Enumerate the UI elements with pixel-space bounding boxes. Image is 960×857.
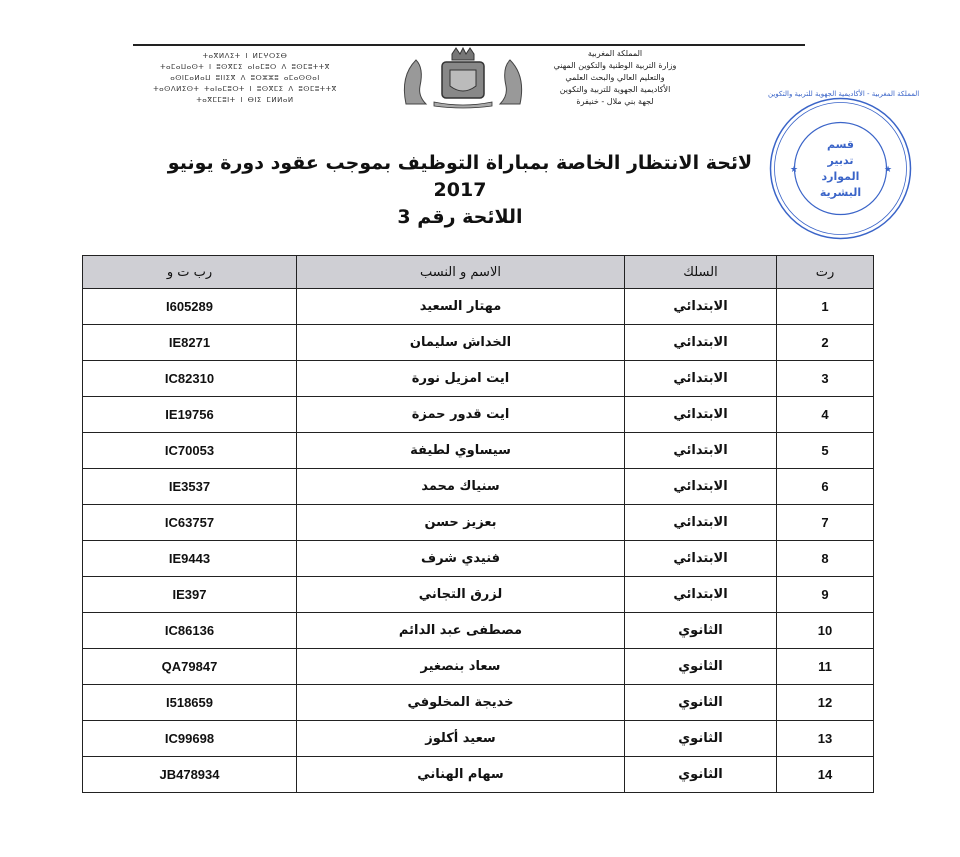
- letterhead-right-line: المملكة المغربية: [587, 49, 643, 58]
- coat-of-arms-icon: [398, 46, 528, 108]
- table-row: [83, 613, 874, 649]
- cell-code: I605289: [83, 289, 297, 325]
- title-line-1: لائحة الانتظار الخاصة بمباراة التوظيف بموجب عقود دورة يونيو 2017: [167, 152, 753, 201]
- document-title: [150, 150, 770, 231]
- cell-number: 4: [777, 397, 874, 433]
- cell-name: سعيد أكلوز: [297, 721, 625, 757]
- letterhead-left-line: ⵜⴰⴳⵍⴷⵉⵜ ⵏ ⵍⵎⵖⵔⵉⴱ: [202, 52, 288, 60]
- letterhead-right-line: لجهة بني ملال - خنيفرة: [576, 97, 654, 106]
- table-row: [83, 577, 874, 613]
- cell-name: سعاد بنصغير: [297, 649, 625, 685]
- stamp-star-icon: ★: [790, 165, 799, 175]
- table-row: [83, 721, 874, 757]
- waiting-list-table: [82, 255, 874, 793]
- cell-number: 5: [777, 433, 874, 469]
- cell-cadre: الثانوي: [625, 685, 777, 721]
- cell-code: IC86136: [83, 613, 297, 649]
- cell-cadre: الثانوي: [625, 613, 777, 649]
- letterhead-left-line: ⵜⴰⵎⴰⵡⴰⵙⵜ ⵏ ⵓⵙⴳⵎⵉ ⴰⵏⴰⵎⵓⵔ ⴷ ⵓⵙⵎⵓⵜⵜⴳ: [160, 63, 330, 71]
- stamp-center-line: قسم: [826, 138, 855, 151]
- cell-code: IE9443: [83, 541, 297, 577]
- letterhead-right-line: وزارة التربية الوطنية والتكوين المهني: [553, 61, 677, 70]
- letterhead-right-line: والتعليم العالي والبحث العلمي: [565, 73, 665, 82]
- cell-number: 12: [777, 685, 874, 721]
- letterhead-left-line: ⵜⴰⵙⴷⵍⵉⵙⵜ ⵜⴰⵏⴰⵎⵓⵔⵜ ⵏ ⵓⵙⴳⵎⵉ ⴷ ⵓⵙⵎⵓⵜⵜⴳ: [153, 85, 337, 93]
- cell-number: 13: [777, 721, 874, 757]
- stamp-center-line: الموارد: [821, 170, 860, 183]
- cell-cadre: الابتدائي: [625, 505, 777, 541]
- cell-cadre: الثانوي: [625, 721, 777, 757]
- cell-name: سيساوي لطيفة: [297, 433, 625, 469]
- cell-cadre: الثانوي: [625, 757, 777, 793]
- cell-name: لزرق التجاني: [297, 577, 625, 613]
- cell-cadre: الابتدائي: [625, 325, 777, 361]
- letterhead-left-line: ⵜⴰⴳⵎⵎⵓⵏⵜ ⵏ ⴱⵏⵉ ⵎⵍⵍⴰⵍ: [196, 96, 294, 104]
- cell-number: 2: [777, 325, 874, 361]
- table-row: [83, 469, 874, 505]
- cell-name: مهتار السعيد: [297, 289, 625, 325]
- table-row: [83, 325, 874, 361]
- cell-number: 8: [777, 541, 874, 577]
- cell-name: بعزيز حسن: [297, 505, 625, 541]
- stamp-center-line: تدبير: [827, 154, 854, 167]
- cell-cadre: الابتدائي: [625, 433, 777, 469]
- table-row: [83, 541, 874, 577]
- cell-code: JB478934: [83, 757, 297, 793]
- stamp-center-line: البشرية: [819, 186, 862, 199]
- cell-name: ايت قدور حمزة: [297, 397, 625, 433]
- header-full-name: الاسم و النسب: [297, 256, 625, 289]
- stamp-outer-text: المملكة المغربية - الأكاديمية الجهوية للتربية والتكوين: [768, 90, 920, 98]
- cell-code: IC82310: [83, 361, 297, 397]
- table-row: [83, 397, 874, 433]
- official-stamp: [768, 90, 920, 241]
- cell-code: IC99698: [83, 721, 297, 757]
- table-row: [83, 757, 874, 793]
- cell-cadre: الثانوي: [625, 649, 777, 685]
- cell-name: ايت امزيل نورة: [297, 361, 625, 397]
- cell-name: مصطفى عبد الدائم: [297, 613, 625, 649]
- cell-code: IE3537: [83, 469, 297, 505]
- cell-code: IE8271: [83, 325, 297, 361]
- cell-code: IE397: [83, 577, 297, 613]
- letterhead-arabic-block: [540, 48, 690, 108]
- cell-cadre: الابتدائي: [625, 469, 777, 505]
- table-row: [83, 289, 874, 325]
- cell-code: IC70053: [83, 433, 297, 469]
- cell-code: QA79847: [83, 649, 297, 685]
- table-header-row: [83, 256, 874, 289]
- cell-name: سنياك محمد: [297, 469, 625, 505]
- cell-number: 6: [777, 469, 874, 505]
- cell-name: خديجة المخلوفي: [297, 685, 625, 721]
- cell-cadre: الابتدائي: [625, 577, 777, 613]
- letterhead-tifinagh-block: [140, 51, 350, 106]
- cell-number: 3: [777, 361, 874, 397]
- cell-number: 7: [777, 505, 874, 541]
- cell-number: 14: [777, 757, 874, 793]
- cell-name: الخداش سليمان: [297, 325, 625, 361]
- table-row: [83, 649, 874, 685]
- table-row: [83, 361, 874, 397]
- letterhead-right-line: الأكاديمية الجهوية للتربية والتكوين: [559, 85, 671, 94]
- title-line-2: اللائحة رقم 3: [397, 206, 523, 228]
- cell-cadre: الابتدائي: [625, 541, 777, 577]
- cell-code: IC63757: [83, 505, 297, 541]
- cell-name: سهام الهناني: [297, 757, 625, 793]
- cell-number: 1: [777, 289, 874, 325]
- cell-cadre: الابتدائي: [625, 289, 777, 325]
- cell-number: 11: [777, 649, 874, 685]
- cell-name: فنيدي شرف: [297, 541, 625, 577]
- letterhead-left-line: ⴰⵙⵏⵎⴰⵍⴰⵡ ⵓⵏⵏⵉⴳ ⴷ ⵓⵔⵣⵣⵓ ⴰⵎⴰⵙⵙⴰⵏ: [170, 74, 320, 82]
- cell-code: IE19756: [83, 397, 297, 433]
- cell-cadre: الابتدائي: [625, 397, 777, 433]
- header-number: رت: [777, 256, 874, 289]
- header-cadre: السلك: [625, 256, 777, 289]
- table-row: [83, 505, 874, 541]
- table-row: [83, 433, 874, 469]
- header-id-code: رب ت و: [83, 256, 297, 289]
- cell-cadre: الابتدائي: [625, 361, 777, 397]
- stamp-star-icon: ★: [884, 165, 893, 175]
- table-row: [83, 685, 874, 721]
- cell-code: I518659: [83, 685, 297, 721]
- cell-number: 9: [777, 577, 874, 613]
- cell-number: 10: [777, 613, 874, 649]
